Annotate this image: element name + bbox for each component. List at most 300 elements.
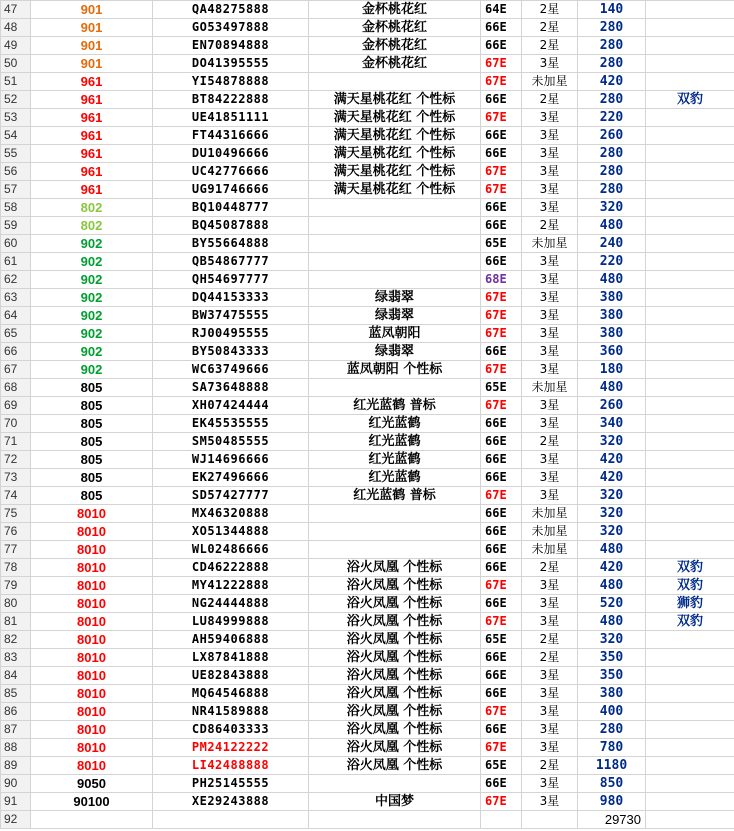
series-cell[interactable]: 902 — [31, 361, 153, 379]
version-cell[interactable]: 66E — [481, 343, 522, 361]
name-cell[interactable]: 绿翡翠 — [309, 343, 481, 361]
code-cell[interactable]: GO53497888 — [153, 19, 309, 37]
name-cell[interactable]: 金杯桃花红 — [309, 1, 481, 19]
version-cell[interactable]: 67E — [481, 739, 522, 757]
row-number-cell[interactable]: 86 — [1, 703, 31, 721]
row-number-cell[interactable]: 63 — [1, 289, 31, 307]
row-number-cell[interactable]: 74 — [1, 487, 31, 505]
empty-cell[interactable] — [309, 811, 481, 829]
note-cell[interactable] — [646, 73, 734, 91]
price-cell[interactable]: 280 — [578, 37, 646, 55]
price-cell[interactable]: 980 — [578, 793, 646, 811]
series-cell[interactable]: 8010 — [31, 505, 153, 523]
row-number-cell[interactable]: 54 — [1, 127, 31, 145]
row-number-cell[interactable]: 70 — [1, 415, 31, 433]
version-cell[interactable]: 67E — [481, 361, 522, 379]
price-cell[interactable]: 320 — [578, 505, 646, 523]
series-cell[interactable]: 961 — [31, 73, 153, 91]
star-cell[interactable]: 2星 — [522, 1, 578, 19]
star-cell[interactable]: 3星 — [522, 595, 578, 613]
series-cell[interactable]: 902 — [31, 271, 153, 289]
star-cell[interactable]: 2星 — [522, 91, 578, 109]
star-cell[interactable]: 3星 — [522, 667, 578, 685]
note-cell[interactable] — [646, 271, 734, 289]
code-cell[interactable]: BT84222888 — [153, 91, 309, 109]
row-number-cell[interactable]: 75 — [1, 505, 31, 523]
name-cell[interactable] — [309, 523, 481, 541]
price-cell[interactable]: 280 — [578, 721, 646, 739]
price-cell[interactable]: 420 — [578, 451, 646, 469]
star-cell[interactable]: 2星 — [522, 649, 578, 667]
version-cell[interactable]: 66E — [481, 37, 522, 55]
series-cell[interactable]: 8010 — [31, 613, 153, 631]
note-cell[interactable] — [646, 433, 734, 451]
name-cell[interactable]: 中国梦 — [309, 793, 481, 811]
row-number-cell[interactable]: 50 — [1, 55, 31, 73]
version-cell[interactable]: 67E — [481, 397, 522, 415]
price-cell[interactable]: 140 — [578, 1, 646, 19]
star-cell[interactable]: 3星 — [522, 181, 578, 199]
star-cell[interactable]: 3星 — [522, 775, 578, 793]
note-cell[interactable] — [646, 667, 734, 685]
note-cell[interactable] — [646, 541, 734, 559]
row-number-cell[interactable]: 49 — [1, 37, 31, 55]
row-number-cell[interactable]: 78 — [1, 559, 31, 577]
note-cell[interactable] — [646, 775, 734, 793]
star-cell[interactable]: 2星 — [522, 37, 578, 55]
version-cell[interactable]: 65E — [481, 757, 522, 775]
series-cell[interactable]: 8010 — [31, 523, 153, 541]
version-cell[interactable]: 66E — [481, 451, 522, 469]
price-cell[interactable]: 280 — [578, 163, 646, 181]
code-cell[interactable]: LU84999888 — [153, 613, 309, 631]
price-cell[interactable]: 1180 — [578, 757, 646, 775]
name-cell[interactable]: 浴火凤凰 个性标 — [309, 595, 481, 613]
series-cell[interactable]: 802 — [31, 217, 153, 235]
price-cell[interactable]: 280 — [578, 91, 646, 109]
star-cell[interactable]: 3星 — [522, 109, 578, 127]
price-cell[interactable]: 480 — [578, 217, 646, 235]
series-cell[interactable]: 902 — [31, 289, 153, 307]
code-cell[interactable]: XE29243888 — [153, 793, 309, 811]
row-number-cell[interactable]: 77 — [1, 541, 31, 559]
row-number-cell[interactable]: 69 — [1, 397, 31, 415]
star-cell[interactable]: 2星 — [522, 757, 578, 775]
code-cell[interactable]: YI54878888 — [153, 73, 309, 91]
version-cell[interactable]: 66E — [481, 775, 522, 793]
row-number-cell[interactable]: 66 — [1, 343, 31, 361]
price-cell[interactable]: 320 — [578, 523, 646, 541]
version-cell[interactable]: 65E — [481, 379, 522, 397]
series-cell[interactable]: 961 — [31, 91, 153, 109]
code-cell[interactable]: BW37475555 — [153, 307, 309, 325]
star-cell[interactable]: 未加星 — [522, 379, 578, 397]
version-cell[interactable]: 66E — [481, 253, 522, 271]
row-number-cell[interactable]: 85 — [1, 685, 31, 703]
note-cell[interactable] — [646, 415, 734, 433]
version-cell[interactable]: 66E — [481, 649, 522, 667]
series-cell[interactable]: 8010 — [31, 559, 153, 577]
row-number-cell[interactable]: 67 — [1, 361, 31, 379]
price-cell[interactable]: 320 — [578, 433, 646, 451]
name-cell[interactable]: 浴火凤凰 个性标 — [309, 577, 481, 595]
note-cell[interactable] — [646, 361, 734, 379]
row-number-cell[interactable]: 79 — [1, 577, 31, 595]
code-cell[interactable]: CD86403333 — [153, 721, 309, 739]
row-number-cell[interactable]: 48 — [1, 19, 31, 37]
star-cell[interactable]: 3星 — [522, 685, 578, 703]
note-cell[interactable] — [646, 1, 734, 19]
star-cell[interactable]: 未加星 — [522, 505, 578, 523]
row-number-cell[interactable]: 83 — [1, 649, 31, 667]
version-cell[interactable]: 66E — [481, 541, 522, 559]
note-cell[interactable] — [646, 253, 734, 271]
series-cell[interactable]: 805 — [31, 433, 153, 451]
version-cell[interactable]: 66E — [481, 91, 522, 109]
note-cell[interactable] — [646, 307, 734, 325]
name-cell[interactable]: 浴火凤凰 个性标 — [309, 739, 481, 757]
price-cell[interactable]: 240 — [578, 235, 646, 253]
code-cell[interactable]: DO41395555 — [153, 55, 309, 73]
code-cell[interactable]: DU10496666 — [153, 145, 309, 163]
version-cell[interactable]: 67E — [481, 613, 522, 631]
code-cell[interactable]: LI42488888 — [153, 757, 309, 775]
code-cell[interactable]: BQ10448777 — [153, 199, 309, 217]
note-cell[interactable] — [646, 757, 734, 775]
series-cell[interactable]: 8010 — [31, 649, 153, 667]
series-cell[interactable]: 8010 — [31, 721, 153, 739]
empty-cell[interactable] — [481, 811, 522, 829]
series-cell[interactable]: 961 — [31, 127, 153, 145]
row-number-cell[interactable]: 71 — [1, 433, 31, 451]
row-number-cell[interactable]: 56 — [1, 163, 31, 181]
row-number-cell[interactable]: 81 — [1, 613, 31, 631]
price-cell[interactable]: 480 — [578, 613, 646, 631]
price-cell[interactable]: 480 — [578, 577, 646, 595]
empty-cell[interactable] — [646, 811, 734, 829]
price-cell[interactable]: 780 — [578, 739, 646, 757]
price-cell[interactable]: 320 — [578, 487, 646, 505]
price-cell[interactable]: 420 — [578, 73, 646, 91]
name-cell[interactable]: 浴火凤凰 个性标 — [309, 685, 481, 703]
row-number-cell[interactable]: 76 — [1, 523, 31, 541]
series-cell[interactable]: 805 — [31, 415, 153, 433]
version-cell[interactable]: 67E — [481, 307, 522, 325]
version-cell[interactable]: 67E — [481, 793, 522, 811]
note-cell[interactable] — [646, 793, 734, 811]
code-cell[interactable]: DQ44153333 — [153, 289, 309, 307]
version-cell[interactable]: 65E — [481, 631, 522, 649]
name-cell[interactable]: 红光蓝鹤 — [309, 433, 481, 451]
name-cell[interactable]: 蓝凤朝阳 个性标 — [309, 361, 481, 379]
series-cell[interactable]: 8010 — [31, 757, 153, 775]
row-number-cell[interactable]: 61 — [1, 253, 31, 271]
row-number-cell[interactable]: 89 — [1, 757, 31, 775]
star-cell[interactable]: 3星 — [522, 307, 578, 325]
name-cell[interactable]: 红光蓝鹤 — [309, 469, 481, 487]
series-cell[interactable]: 8010 — [31, 685, 153, 703]
note-cell[interactable]: 双豹 — [646, 577, 734, 595]
name-cell[interactable]: 满天星桃花红 个性标 — [309, 145, 481, 163]
note-cell[interactable] — [646, 289, 734, 307]
name-cell[interactable]: 浴火凤凰 个性标 — [309, 649, 481, 667]
price-cell[interactable]: 380 — [578, 325, 646, 343]
series-cell[interactable]: 805 — [31, 469, 153, 487]
star-cell[interactable]: 3星 — [522, 703, 578, 721]
price-cell[interactable]: 420 — [578, 469, 646, 487]
price-cell[interactable]: 280 — [578, 181, 646, 199]
code-cell[interactable]: UC42776666 — [153, 163, 309, 181]
note-cell[interactable] — [646, 505, 734, 523]
version-cell[interactable]: 66E — [481, 559, 522, 577]
name-cell[interactable]: 金杯桃花红 — [309, 19, 481, 37]
code-cell[interactable]: XH07424444 — [153, 397, 309, 415]
note-cell[interactable] — [646, 145, 734, 163]
price-cell[interactable]: 400 — [578, 703, 646, 721]
name-cell[interactable]: 浴火凤凰 个性标 — [309, 721, 481, 739]
code-cell[interactable]: WL02486666 — [153, 541, 309, 559]
star-cell[interactable]: 2星 — [522, 631, 578, 649]
name-cell[interactable]: 浴火凤凰 个性标 — [309, 631, 481, 649]
series-cell[interactable]: 805 — [31, 487, 153, 505]
code-cell[interactable]: XO51344888 — [153, 523, 309, 541]
star-cell[interactable]: 3星 — [522, 253, 578, 271]
version-cell[interactable]: 67E — [481, 703, 522, 721]
star-cell[interactable]: 3星 — [522, 163, 578, 181]
price-cell[interactable]: 340 — [578, 415, 646, 433]
version-cell[interactable]: 65E — [481, 235, 522, 253]
row-number-cell[interactable]: 47 — [1, 1, 31, 19]
star-cell[interactable]: 3星 — [522, 343, 578, 361]
note-cell[interactable]: 双豹 — [646, 559, 734, 577]
code-cell[interactable]: MQ64546888 — [153, 685, 309, 703]
name-cell[interactable]: 浴火凤凰 个性标 — [309, 613, 481, 631]
row-number-cell[interactable]: 84 — [1, 667, 31, 685]
series-cell[interactable]: 902 — [31, 307, 153, 325]
version-cell[interactable]: 68E — [481, 271, 522, 289]
row-number-cell[interactable]: 62 — [1, 271, 31, 289]
code-cell[interactable]: MY41222888 — [153, 577, 309, 595]
series-cell[interactable]: 901 — [31, 1, 153, 19]
code-cell[interactable]: PM24122222 — [153, 739, 309, 757]
version-cell[interactable]: 66E — [481, 505, 522, 523]
version-cell[interactable]: 66E — [481, 685, 522, 703]
series-cell[interactable]: 8010 — [31, 739, 153, 757]
code-cell[interactable]: SD57427777 — [153, 487, 309, 505]
series-cell[interactable]: 902 — [31, 253, 153, 271]
star-cell[interactable]: 3星 — [522, 289, 578, 307]
star-cell[interactable]: 3星 — [522, 397, 578, 415]
star-cell[interactable]: 未加星 — [522, 523, 578, 541]
series-cell[interactable]: 8010 — [31, 631, 153, 649]
name-cell[interactable] — [309, 253, 481, 271]
version-cell[interactable]: 67E — [481, 109, 522, 127]
price-cell[interactable]: 420 — [578, 559, 646, 577]
series-cell[interactable]: 8010 — [31, 703, 153, 721]
name-cell[interactable]: 浴火凤凰 个性标 — [309, 703, 481, 721]
note-cell[interactable] — [646, 181, 734, 199]
code-cell[interactable]: SA73648888 — [153, 379, 309, 397]
note-cell[interactable] — [646, 325, 734, 343]
note-cell[interactable] — [646, 649, 734, 667]
version-cell[interactable]: 66E — [481, 217, 522, 235]
star-cell[interactable]: 3星 — [522, 487, 578, 505]
name-cell[interactable]: 红光蓝鹤 普标 — [309, 487, 481, 505]
series-cell[interactable]: 9050 — [31, 775, 153, 793]
version-cell[interactable]: 67E — [481, 163, 522, 181]
version-cell[interactable]: 66E — [481, 469, 522, 487]
star-cell[interactable]: 3星 — [522, 451, 578, 469]
star-cell[interactable]: 2星 — [522, 559, 578, 577]
series-cell[interactable]: 902 — [31, 343, 153, 361]
row-number-cell[interactable]: 87 — [1, 721, 31, 739]
row-number-cell[interactable]: 60 — [1, 235, 31, 253]
note-cell[interactable]: 双豹 — [646, 91, 734, 109]
star-cell[interactable]: 3星 — [522, 739, 578, 757]
note-cell[interactable]: 双豹 — [646, 613, 734, 631]
star-cell[interactable]: 3星 — [522, 127, 578, 145]
name-cell[interactable]: 满天星桃花红 个性标 — [309, 181, 481, 199]
row-number-cell[interactable]: 59 — [1, 217, 31, 235]
name-cell[interactable]: 红光蓝鹤 普标 — [309, 397, 481, 415]
version-cell[interactable]: 67E — [481, 325, 522, 343]
note-cell[interactable] — [646, 487, 734, 505]
star-cell[interactable]: 3星 — [522, 721, 578, 739]
star-cell[interactable]: 2星 — [522, 217, 578, 235]
note-cell[interactable] — [646, 127, 734, 145]
row-number-cell[interactable]: 80 — [1, 595, 31, 613]
note-cell[interactable]: 狮豹 — [646, 595, 734, 613]
name-cell[interactable]: 浴火凤凰 个性标 — [309, 757, 481, 775]
series-cell[interactable]: 802 — [31, 199, 153, 217]
code-cell[interactable]: EK27496666 — [153, 469, 309, 487]
price-cell[interactable]: 850 — [578, 775, 646, 793]
note-cell[interactable] — [646, 523, 734, 541]
note-cell[interactable] — [646, 379, 734, 397]
code-cell[interactable]: PH25145555 — [153, 775, 309, 793]
series-cell[interactable]: 8010 — [31, 541, 153, 559]
row-number-cell[interactable]: 64 — [1, 307, 31, 325]
version-cell[interactable]: 66E — [481, 721, 522, 739]
series-cell[interactable]: 805 — [31, 451, 153, 469]
star-cell[interactable]: 未加星 — [522, 541, 578, 559]
row-number-cell[interactable]: 65 — [1, 325, 31, 343]
code-cell[interactable]: RJ00495555 — [153, 325, 309, 343]
price-cell[interactable]: 380 — [578, 289, 646, 307]
version-cell[interactable]: 66E — [481, 667, 522, 685]
version-cell[interactable]: 66E — [481, 199, 522, 217]
code-cell[interactable]: NG24444888 — [153, 595, 309, 613]
note-cell[interactable] — [646, 217, 734, 235]
series-cell[interactable]: 901 — [31, 37, 153, 55]
star-cell[interactable]: 3星 — [522, 145, 578, 163]
note-cell[interactable] — [646, 199, 734, 217]
name-cell[interactable]: 绿翡翠 — [309, 307, 481, 325]
row-number-cell[interactable]: 91 — [1, 793, 31, 811]
name-cell[interactable] — [309, 199, 481, 217]
name-cell[interactable] — [309, 271, 481, 289]
star-cell[interactable]: 2星 — [522, 433, 578, 451]
code-cell[interactable]: BY55664888 — [153, 235, 309, 253]
empty-cell[interactable] — [153, 811, 309, 829]
note-cell[interactable] — [646, 703, 734, 721]
name-cell[interactable]: 金杯桃花红 — [309, 55, 481, 73]
star-cell[interactable]: 3星 — [522, 55, 578, 73]
note-cell[interactable] — [646, 685, 734, 703]
price-cell[interactable]: 380 — [578, 307, 646, 325]
row-number-cell[interactable]: 88 — [1, 739, 31, 757]
name-cell[interactable] — [309, 775, 481, 793]
version-cell[interactable]: 67E — [481, 289, 522, 307]
note-cell[interactable] — [646, 37, 734, 55]
row-number-cell[interactable]: 58 — [1, 199, 31, 217]
star-cell[interactable]: 3星 — [522, 577, 578, 595]
star-cell[interactable]: 3星 — [522, 199, 578, 217]
name-cell[interactable] — [309, 505, 481, 523]
name-cell[interactable]: 浴火凤凰 个性标 — [309, 559, 481, 577]
star-cell[interactable]: 未加星 — [522, 235, 578, 253]
star-cell[interactable]: 2星 — [522, 19, 578, 37]
version-cell[interactable]: 67E — [481, 55, 522, 73]
price-cell[interactable]: 280 — [578, 55, 646, 73]
series-cell[interactable]: 8010 — [31, 667, 153, 685]
series-cell[interactable]: 8010 — [31, 577, 153, 595]
series-cell[interactable]: 902 — [31, 235, 153, 253]
code-cell[interactable]: MX46320888 — [153, 505, 309, 523]
series-cell[interactable]: 901 — [31, 55, 153, 73]
name-cell[interactable] — [309, 217, 481, 235]
version-cell[interactable]: 67E — [481, 487, 522, 505]
version-cell[interactable]: 67E — [481, 181, 522, 199]
star-cell[interactable]: 3星 — [522, 325, 578, 343]
price-cell[interactable]: 480 — [578, 379, 646, 397]
name-cell[interactable]: 满天星桃花红 个性标 — [309, 127, 481, 145]
code-cell[interactable]: WJ14696666 — [153, 451, 309, 469]
code-cell[interactable]: UE82843888 — [153, 667, 309, 685]
code-cell[interactable]: BQ45087888 — [153, 217, 309, 235]
version-cell[interactable]: 66E — [481, 127, 522, 145]
name-cell[interactable]: 蓝凤朝阳 — [309, 325, 481, 343]
note-cell[interactable] — [646, 109, 734, 127]
version-cell[interactable]: 66E — [481, 595, 522, 613]
series-cell[interactable]: 961 — [31, 181, 153, 199]
price-cell[interactable]: 260 — [578, 397, 646, 415]
name-cell[interactable]: 金杯桃花红 — [309, 37, 481, 55]
price-cell[interactable]: 350 — [578, 649, 646, 667]
price-cell[interactable]: 520 — [578, 595, 646, 613]
star-cell[interactable]: 3星 — [522, 415, 578, 433]
note-cell[interactable] — [646, 469, 734, 487]
code-cell[interactable]: NR41589888 — [153, 703, 309, 721]
series-cell[interactable]: 901 — [31, 19, 153, 37]
star-cell[interactable]: 3星 — [522, 361, 578, 379]
code-cell[interactable]: CD46222888 — [153, 559, 309, 577]
note-cell[interactable] — [646, 163, 734, 181]
row-number-cell[interactable]: 73 — [1, 469, 31, 487]
empty-cell[interactable] — [31, 811, 153, 829]
code-cell[interactable]: WC63749666 — [153, 361, 309, 379]
name-cell[interactable] — [309, 541, 481, 559]
price-cell[interactable]: 180 — [578, 361, 646, 379]
name-cell[interactable] — [309, 73, 481, 91]
note-cell[interactable] — [646, 343, 734, 361]
star-cell[interactable]: 3星 — [522, 613, 578, 631]
note-cell[interactable] — [646, 55, 734, 73]
note-cell[interactable] — [646, 19, 734, 37]
name-cell[interactable]: 红光蓝鹤 — [309, 451, 481, 469]
version-cell[interactable]: 66E — [481, 19, 522, 37]
row-number-cell[interactable]: 55 — [1, 145, 31, 163]
